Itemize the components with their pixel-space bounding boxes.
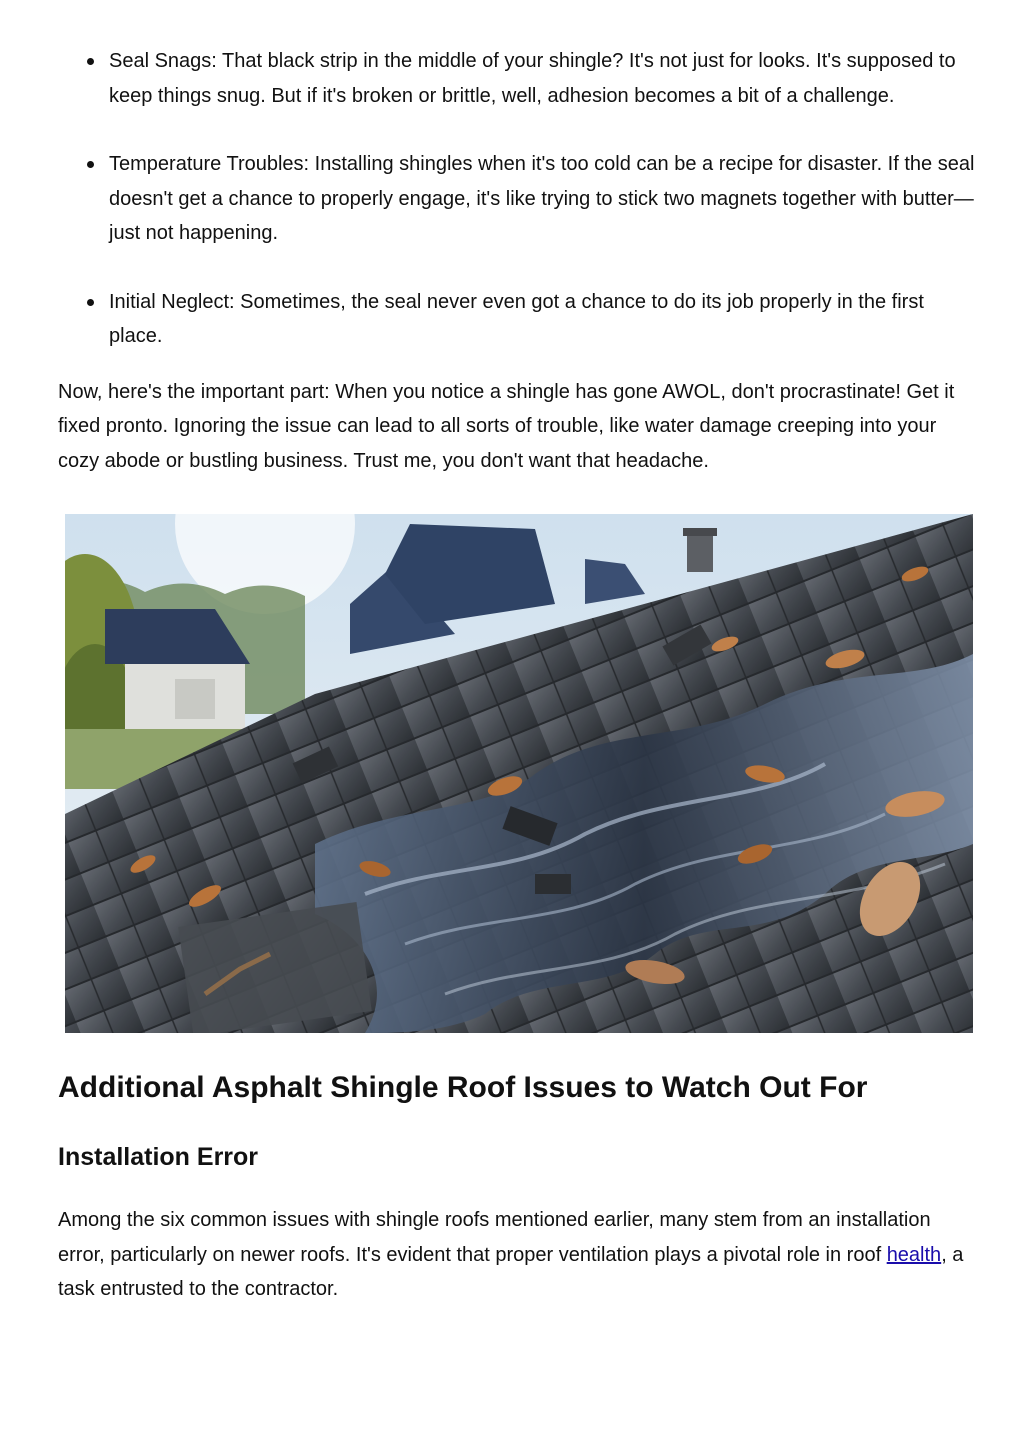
- roof-damage-image: [65, 514, 973, 1033]
- article-body: [58, 44, 978, 1307]
- health-link[interactable]: health: [886, 1243, 942, 1266]
- paragraph-text: Among the six common issues with shingle roofs mentioned earlier, many stem from an installation error, particularly on newer roofs. It's evident that proper ventilation plays a pivotal role in roof: [58, 1209, 931, 1266]
- bullet-dot-icon: [87, 299, 94, 306]
- paragraph-text: , a task entrusted to the contractor.: [58, 1243, 964, 1300]
- bullet-dot-icon: [87, 58, 94, 65]
- list-item: [58, 285, 978, 354]
- bullet-dot-icon: [87, 161, 94, 168]
- list-item-text: Seal Snags: That black strip in the middle of your shingle? It's not just for looks. It's supposed to keep things snug. But if it's broken or brittle, well, adhesion becomes a bit of a challenge.: [109, 50, 956, 107]
- list-item-text: Initial Neglect: Sometimes, the seal never even got a chance to do its job properly in the first place.: [109, 290, 924, 347]
- section-heading: Additional Asphalt Shingle Roof Issues to Watch Out For: [58, 1071, 868, 1104]
- list-item: [58, 147, 978, 251]
- issue-list: [58, 44, 978, 354]
- subsection-heading: Installation Error: [58, 1143, 259, 1171]
- list-item-text: Temperature Troubles: Installing shingles when it's too cold can be a recipe for disaster. If the seal doesn't get a chance to properly engage, it's like trying to stick two magnets together with butter—just not happening.: [109, 153, 975, 244]
- installation-paragraph: [58, 1203, 978, 1307]
- warning-paragraph: Now, here's the important part: When you notice a shingle has gone AWOL, don't procrastinate! Get it fixed pronto. Ignoring the issue can lead to all sorts of trouble, like water damage creeping into your cozy abode or bustling business. Trust me, you don't want that headache.: [58, 380, 955, 472]
- list-item: [58, 44, 978, 113]
